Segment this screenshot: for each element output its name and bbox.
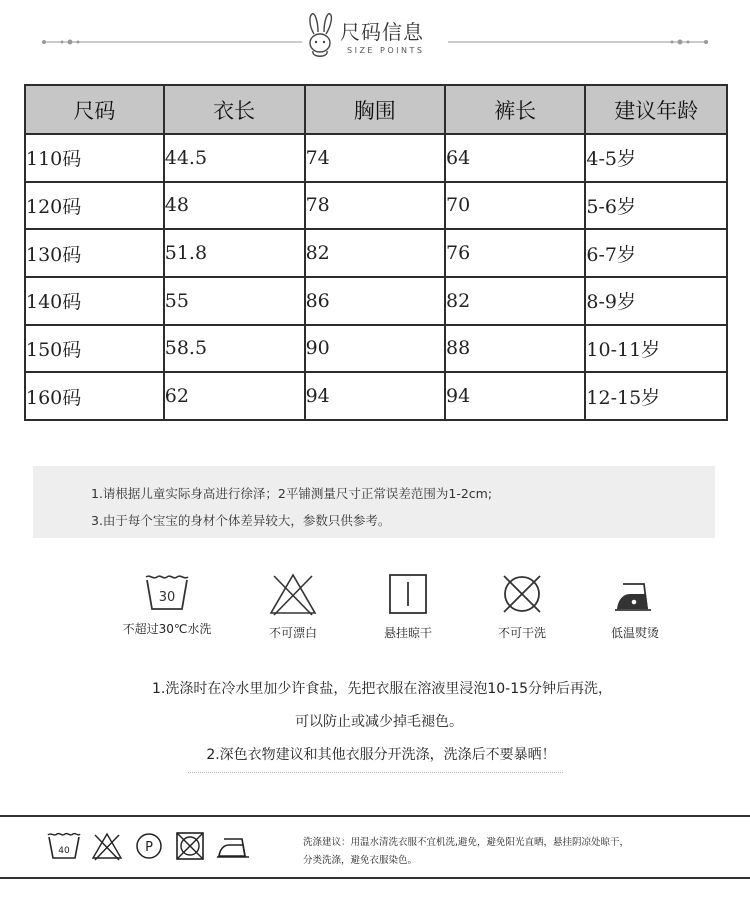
care-label: 悬挂晾干 [383, 626, 432, 640]
note-line-2: 3.由于每个宝宝的身材个体差异较大，参数只供参考。 [91, 513, 391, 528]
bottom-top-rule [0, 815, 750, 817]
table-header-row [25, 85, 727, 134]
no-bleach-icon [91, 831, 123, 861]
right-ornament-icon [448, 38, 708, 46]
no-bleach-icon [268, 572, 318, 616]
care-label: 不可干洗 [497, 626, 546, 640]
care-label: 不可漂白 [268, 626, 317, 640]
dotted-divider [188, 772, 563, 773]
cell-size: 130码 [25, 229, 164, 277]
cell-pants-length: 70 [445, 182, 585, 230]
table-row [25, 325, 727, 373]
table-row [25, 134, 727, 182]
dry-clean-letter: P [145, 840, 153, 855]
cell-length: 48 [164, 182, 305, 230]
care-label: 低温熨烫 [610, 626, 659, 640]
cell-chest: 78 [305, 182, 445, 230]
cell-chest: 74 [305, 134, 445, 182]
table-row [25, 229, 727, 277]
header-length: 衣长 [164, 85, 305, 134]
care-label: 不超过30℃水洗 [122, 622, 212, 636]
left-ornament-icon [42, 38, 302, 46]
wash-tip-line-2: 分类洗涤，避免衣服染色。 [303, 855, 418, 866]
cell-chest: 82 [305, 229, 445, 277]
wash-instruction-1: 1.洗涤时在冷水里加少许食盐，先把衣服在溶液里浸泡10-15分钟后再洗， [151, 681, 613, 697]
page-header [0, 0, 750, 75]
cell-age: 4-5岁 [585, 134, 727, 182]
header-age: 建议年龄 [585, 85, 727, 134]
cell-length: 62 [164, 372, 305, 420]
cell-age: 6-7岁 [585, 229, 727, 277]
cell-length: 55 [164, 277, 305, 325]
cell-size: 120码 [25, 182, 164, 230]
cell-age: 5-6岁 [585, 182, 727, 230]
cell-length: 44.5 [164, 134, 305, 182]
care-low-iron [575, 572, 695, 641]
iron-icon [216, 831, 250, 861]
page-title: 尺码信息 [340, 20, 424, 44]
wash-temp-number: 30 [158, 590, 176, 605]
cell-chest: 94 [305, 372, 445, 420]
cell-pants-length: 76 [445, 229, 585, 277]
cell-age: 10-11岁 [585, 325, 727, 373]
cell-pants-length: 64 [445, 134, 585, 182]
cell-length: 51.8 [164, 229, 305, 277]
bunny-icon [303, 12, 337, 64]
low-iron-icon [613, 572, 657, 616]
cell-pants-length: 94 [445, 372, 585, 420]
bottom-bottom-rule [0, 877, 750, 879]
notes-box [33, 466, 715, 538]
header-size: 尺码 [25, 85, 164, 134]
care-wash-30 [107, 572, 227, 637]
wash-tip-line-1: 洗涤建议：用温水清洗衣服不宜机洗,避免，避免阳光直晒，悬挂阴凉处晾干， [303, 837, 630, 848]
page-subtitle: SIZE POINTS [347, 46, 425, 55]
care-hang-dry [348, 572, 468, 641]
cell-chest: 86 [305, 277, 445, 325]
header-chest: 胸围 [305, 85, 445, 134]
cell-pants-length: 82 [445, 277, 585, 325]
cell-size: 110码 [25, 134, 164, 182]
cell-age: 12-15岁 [585, 372, 727, 420]
size-table [24, 84, 728, 421]
header-pants-length: 裤长 [445, 85, 585, 134]
cell-size: 150码 [25, 325, 164, 373]
no-dry-clean-icon [500, 572, 544, 616]
care-no-dry-clean [462, 572, 582, 641]
wash-40-icon [47, 831, 81, 861]
wash-instruction-2: 可以防止或减少掉毛褪色。 [295, 714, 463, 730]
hang-dry-icon [388, 572, 428, 616]
table-row [25, 182, 727, 230]
wash-40-number: 40 [58, 846, 70, 856]
care-no-bleach [233, 572, 353, 641]
cell-size: 160码 [25, 372, 164, 420]
table-row [25, 372, 727, 420]
cell-size: 140码 [25, 277, 164, 325]
cell-chest: 90 [305, 325, 445, 373]
wash-30-icon [144, 572, 190, 612]
no-tumble-dry-icon [175, 831, 205, 861]
cell-length: 58.5 [164, 325, 305, 373]
note-line-1: 1.请根据儿童实际身高进行徐泽；2平铺测量尺寸正常误差范围为1-2cm; [91, 486, 493, 501]
cell-pants-length: 88 [445, 325, 585, 373]
table-row [25, 277, 727, 325]
cell-age: 8-9岁 [585, 277, 727, 325]
dry-clean-p-icon [135, 831, 163, 861]
wash-instruction-3: 2.深色衣物建议和其他衣服分开洗涤，洗涤后不要暴晒！ [206, 747, 556, 763]
